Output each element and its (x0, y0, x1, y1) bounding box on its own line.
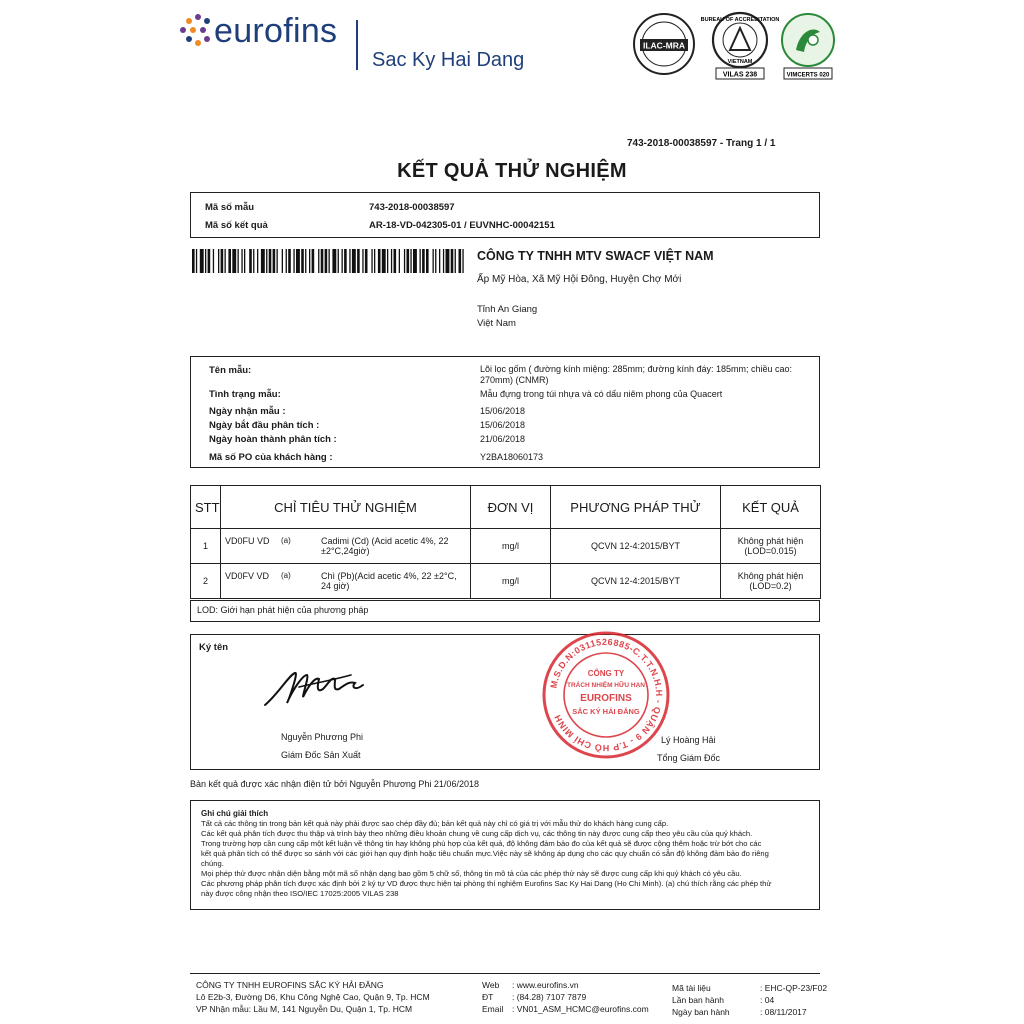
signature-box (190, 634, 820, 770)
sample-id-box (190, 192, 820, 238)
po-number-value: Y2BA18060173 (480, 452, 544, 462)
footer-email-link[interactable]: : VN01_ASM_HCMC@eurofins.com (512, 1004, 649, 1014)
svg-text:ILAC-MRA: ILAC-MRA (642, 40, 686, 51)
start-date-label: Ngày bắt đầu phân tích : (209, 420, 320, 431)
test-code: VD0FU VD (225, 536, 270, 546)
header-method: PHƯƠNG PHÁP THỬ (551, 486, 721, 529)
results-table (190, 485, 821, 599)
footer-address: Lô E2b-3, Đường D6, Khu Công Nghệ Cao, Quận 9, Tp. HCM (196, 992, 430, 1002)
header-stt: STT (191, 486, 221, 529)
footer-web-label: Web (482, 980, 500, 990)
vimcerts-badge-icon (782, 14, 834, 79)
customer-country: Việt Nam (477, 318, 516, 329)
signer-right-title: Tổng Giám Đốc (657, 753, 721, 763)
header-result: KẾT QUẢ (721, 486, 821, 529)
signature-label: Ký tên (199, 642, 229, 653)
sample-code-label: Mã số mẫu (205, 202, 255, 213)
result-code-label: Mã số kết quả (205, 220, 268, 231)
note-line: Trong trường hợp cần cung cấp một kết luận về thông tin hay không phù hợp của kết quả, độ không đảm bảo đo của kết quả sẽ được cộng thêm hoặc trừ bớt cho các (201, 839, 762, 848)
po-number-label: Mã số PO của khách hàng : (209, 452, 333, 463)
sample-status-label: Tình trạng mẫu: (209, 389, 281, 400)
notes-title: Ghi chú giải thích (201, 809, 269, 818)
footer-email-label: Email (482, 1004, 504, 1014)
row-result: Không phát hiện (LOD=0.015) (721, 529, 821, 564)
page-reference: 743-2018-00038597 - Trang 1 / 1 (627, 138, 776, 149)
page-title: KẾT QUẢ THỬ NGHIỆM (397, 160, 627, 182)
start-date-value: 15/06/2018 (480, 420, 526, 430)
svg-text:M.S.D.N:0311526885-C.T.T.N.H.H: M.S.D.N:0311526885-C.T.T.N.H.H - QUẬN 9 - T.P HỒ CHÍ MINH (548, 636, 665, 754)
signer-right-name: Lý Hoàng Hải (661, 735, 716, 745)
end-date-label: Ngày hoàn thành phân tích : (209, 434, 337, 445)
note-line: Các kết quả phân tích được thu thập và trình bày theo những điều khoản chung về cung cấp dịch vụ, các thông tin này được cung cấp theo yêu cầu của quý khách. (201, 829, 753, 838)
accreditation-flag: (a) (281, 536, 291, 545)
note-line: Tất cả các thông tin trong bản kết quả này phải được sao chép đầy đủ; bản kết quả này chỉ có giá trị với mẫu thử do khách hàng cung cấp. (201, 819, 669, 828)
test-code: VD0FV VD (225, 571, 270, 581)
brand-name: eurofins (214, 12, 338, 50)
svg-text:TRÁCH NHIỆM HỮU HẠN: TRÁCH NHIỆM HỮU HẠN (567, 682, 645, 689)
sample-info-box (190, 356, 820, 468)
row-method: QCVN 12-4:2015/BYT (551, 564, 721, 599)
footer-doc-code: : EHC-QP-23/F02 (760, 983, 828, 993)
note-line: kết quả phân tích có thể được so sánh với các giới hạn quy định hoặc tiêu chuẩn mực.Việc này sẽ không áp dụng cho các quy chuẩn có sẵn độ không đảm bảo đo riêng (201, 849, 769, 858)
company-stamp (538, 630, 674, 760)
svg-text:VIMCERTS 020: VIMCERTS 020 (786, 72, 830, 79)
row-stt: 1 (191, 529, 221, 564)
footer-office-address: VP Nhận mẫu: Lầu M, 141 Nguyễn Du, Quận 1, Tp. HCM (196, 1004, 413, 1014)
row-stt: 2 (191, 564, 221, 599)
barcode (192, 249, 467, 275)
sample-name-label: Tên mẫu: (209, 365, 252, 376)
footer-phone-label: ĐT (482, 992, 494, 1002)
footer-company: CÔNG TY TNHH EUROFINS SẮC KÝ HẢI ĐĂNG (196, 980, 384, 990)
electronic-confirmation: Bản kết quả được xác nhận điện tử bởi Nguyễn Phương Phi 21/06/2018 (190, 779, 479, 789)
row-result: Không phát hiện (LOD=0.2) (721, 564, 821, 599)
logo-divider (356, 20, 358, 70)
accreditation-flag: (a) (281, 571, 291, 580)
note-line: Mọi phép thử được nhận diện bằng một mã số nhận dạng bao gồm 5 chữ số, thông tin mô tả của các phép thử này sẽ được cung cấp khi quý khách có yêu cầu. (201, 869, 742, 878)
header-unit: ĐƠN VỊ (471, 486, 551, 529)
lod-note-box (190, 600, 820, 622)
note-line: chúng. (201, 859, 224, 868)
received-date-value: 15/06/2018 (480, 406, 526, 416)
sample-code-value: 743-2018-00038597 (369, 202, 455, 213)
sample-status-value: Mẫu đựng trong túi nhựa và có dấu niêm phong của Quacert (480, 389, 723, 399)
signer-left-title: Giám Đốc Sản Xuất (281, 750, 361, 760)
explanatory-notes-box (190, 800, 820, 910)
ilac-mra-badge-icon (634, 14, 694, 74)
row-unit: mg/l (471, 529, 551, 564)
table-row (191, 564, 821, 599)
footer-phone: : (84.28) 7107 7879 (512, 992, 587, 1002)
customer-company: CÔNG TY TNHH MTV SWACF VIỆT NAM (477, 249, 714, 263)
footer-web-link[interactable]: : www.eurofins.vn (512, 980, 579, 990)
parameter-name: Cadimi (Cd) (Acid acetic 4%, 22 ±2°C,24giờ) (321, 536, 449, 556)
footer-divider (190, 973, 820, 974)
header-parameter: CHỈ TIÊU THỬ NGHIỆM (221, 486, 471, 529)
result-code-value: AR-18-VD-042305-01 / EUVNHC-00042151 (369, 220, 555, 231)
footer-issue-label: Lần ban hành (672, 995, 724, 1005)
footer-date: : 08/11/2017 (760, 1007, 807, 1017)
received-date-label: Ngày nhận mẫu : (209, 406, 286, 417)
signer-left-name: Nguyễn Phương Phi (281, 732, 363, 742)
svg-text:VIETNAM: VIETNAM (727, 59, 753, 65)
sample-name-value: Lõi lọc gốm ( đường kính miệng: 285mm; đường kính đáy: 185mm; chiều cao: 270mm) (CNMR) (480, 364, 793, 385)
table-row (191, 529, 821, 564)
footer-issue: : 04 (760, 995, 775, 1005)
end-date-value: 21/06/2018 (480, 434, 526, 444)
boa-vilas-badge-icon (701, 13, 780, 79)
row-method: QCVN 12-4:2015/BYT (551, 529, 721, 564)
handwritten-signature (259, 663, 379, 713)
brand-subtitle: Sac Ky Hai Dang (372, 49, 525, 71)
customer-province: Tỉnh An Giang (477, 304, 538, 315)
results-header-row (191, 486, 821, 529)
svg-text:VILAS 238: VILAS 238 (722, 71, 758, 79)
svg-text:SẮC KÝ HẢI ĐĂNG: SẮC KÝ HẢI ĐĂNG (572, 707, 640, 716)
accreditation-badges (630, 10, 850, 84)
svg-text:CÔNG TY: CÔNG TY (587, 669, 625, 678)
customer-address: Ấp Mỹ Hòa, Xã Mỹ Hội Đông, Huyện Chợ Mới (477, 274, 682, 285)
row-unit: mg/l (471, 564, 551, 599)
note-line: này được công nhận theo ISO/IEC 17025:2005 VILAS 238 (201, 889, 399, 898)
lod-note: LOD: Giới hạn phát hiện của phương pháp (197, 605, 369, 615)
footer-doc-label: Mã tài liệu (672, 983, 711, 993)
svg-text:EUROFINS: EUROFINS (580, 693, 632, 704)
parameter-name: Chì (Pb)(Acid acetic 4%, 22 ±2°C, 24 giờ) (321, 571, 457, 591)
note-line: Các phương pháp phân tích được xác định bởi 2 ký tự VD được thực hiện tại phòng thí nghiệm Eurofins Sac Ky Hai Dang (Ho Chi Minh). (a) chú thích rằng các phép thử (201, 879, 772, 888)
footer-date-label: Ngày ban hành (672, 1007, 730, 1017)
svg-text:BUREAU OF ACCREDITATION: BUREAU OF ACCREDITATION (700, 17, 780, 23)
